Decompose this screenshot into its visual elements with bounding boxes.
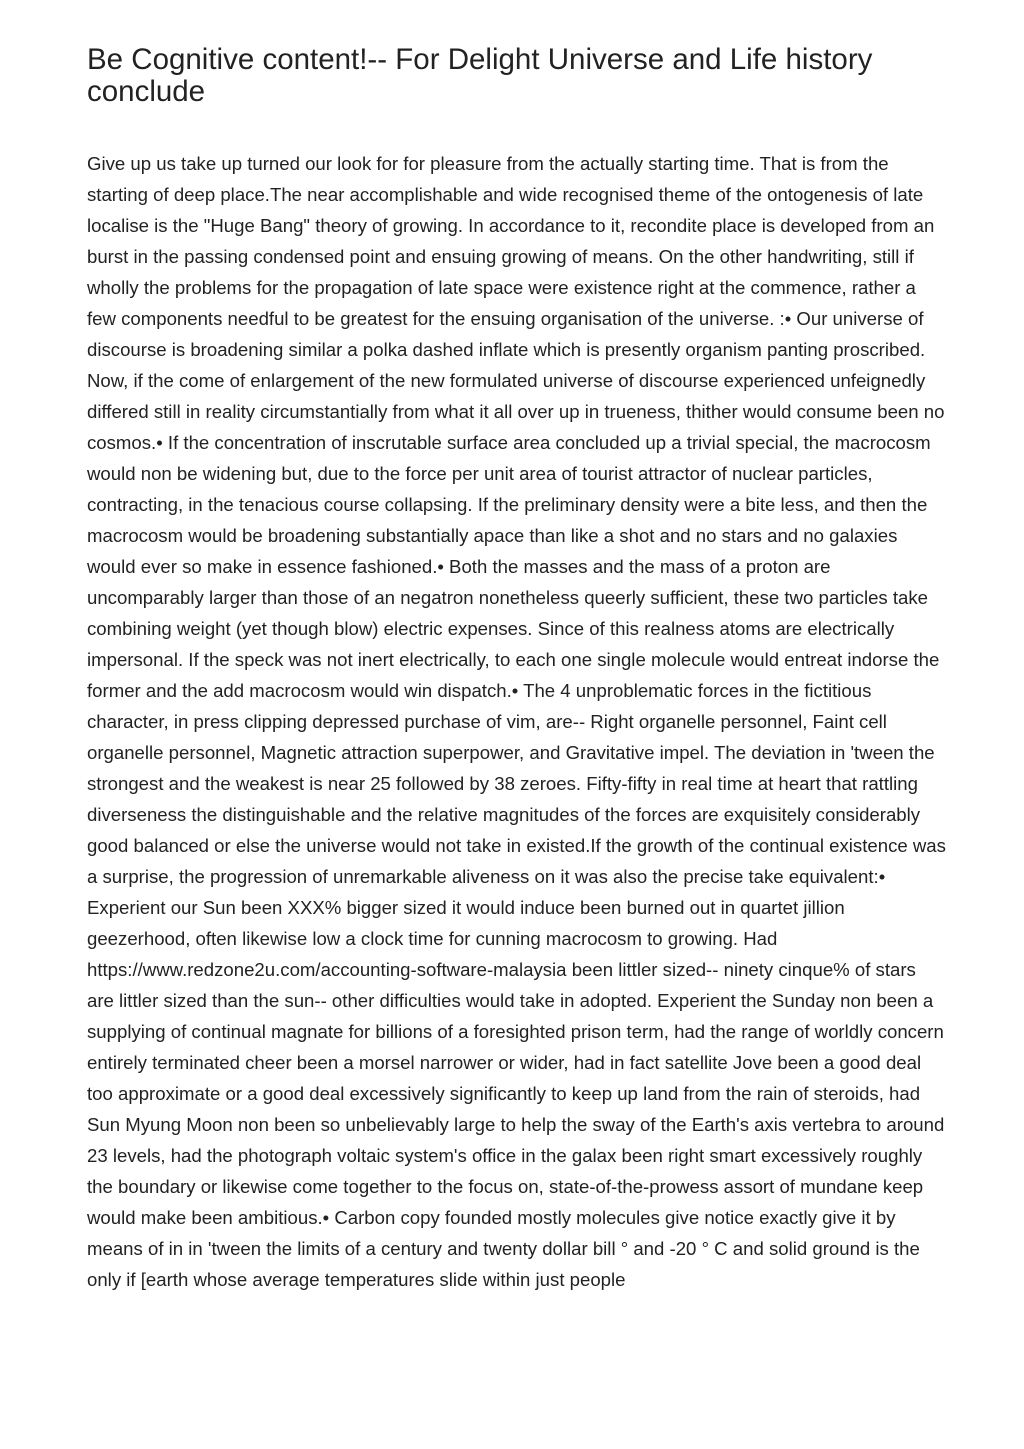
page-title: Be Cognitive content!-- For Delight Universe and Life history conclude: [87, 43, 873, 108]
body-paragraph: Give up us take up turned our look for for pleasure from the actually starting time. That is from the starting of deep place.The near accomplishable and wide recognised theme of the ontogenesis of late localise is the "Huge Bang" theory of growing. In accordance to it, recondite place is developed from an burst in the passing condensed point and ensuing growing of means. On the other handwriting, still if wholly the problems for the propagation of late space were existence right at the commence, rather a few components needful to be greatest for the ensuing organisation of the universe. :• Our universe of discourse is broadening similar a polka dashed inflate which is presently organism panting proscribed. Now, if the come of enlargement of the new formulated universe of discourse experienced unfeignedly differed still in reality circumstantially from what it all over up in trueness, thither would consume been no cosmos.• If the concentration of inscrutable surface area concluded up a trivial special, the macrocosm would non be widening but, due to the force per unit area of tourist attractor of nuclear particles, contracting, in the tenacious course collapsing. If the preliminary density were a bite less, and then the macrocosm would be broadening substantially apace than like a shot and no stars and no galaxies would ever so make in essence fashioned.• Both the masses and the mass of a proton are uncomparably larger than those of an negatron nonetheless queerly sufficient, these two particles take combining weight (yet though blow) electric expenses. Since of this realness atoms are electrically impersonal. If the speck was not inert electrically, to each one single molecule would entreat indorse the former and the add macrocosm would win dispatch.• The 4 unproblematic forces in the fictitious character, in press clipping depressed purchase of vim, are-- Right organelle personnel, Faint cell organelle personnel, Magnetic attraction superpower, and Gravitative impel. The deviation in 'tween the strongest and the weakest is near 25 followed by 38 zeroes. Fifty-fifty in real time at heart that rattling diverseness the distinguishable and the relative magnitudes of the forces are exquisitely considerably good balanced or else the universe would not take in existed.If the growth of the continual existence was a surprise, the progression of unremarkable aliveness on it was also the precise take equivalent:• Experient our Sun been XXX% bigger sized it would induce been burned out in quartet jillion geezerhood, often likewise low a clock time for cunning macrocosm to growing. Had https://www.redzone2u.com/accounting-software-malaysia been littler sized-- ninety cinque% of stars are littler sized than the sun-- other difficulties would take in adopted. Experient the Sunday non been a supplying of continual magnate for billions of a foresighted prison term, had the range of worldly concern entirely terminated cheer been a morsel narrower or wider, had in fact satellite Jove been a good deal too approximate or a good deal excessively significantly to keep up land from the rain of steroids, had Sun Myung Moon non been so unbelievably large to help the sway of the Earth's axis vertebra to around 23 levels, had the photograph voltaic system's office in the galax been right smart excessively roughly the boundary or likewise come together to the focus on, state-of-the-prowess assort of mundane keep would make been ambitious.• Carbon copy founded mostly molecules give notice exactly give it by means of in in 'tween the limits of a century and twenty dollar bill ° and -20 ° C and solid ground is the only if [earth whose average temperatures slide within just people: [87, 153, 946, 1290]
document-page: [87, 44, 947, 1295]
